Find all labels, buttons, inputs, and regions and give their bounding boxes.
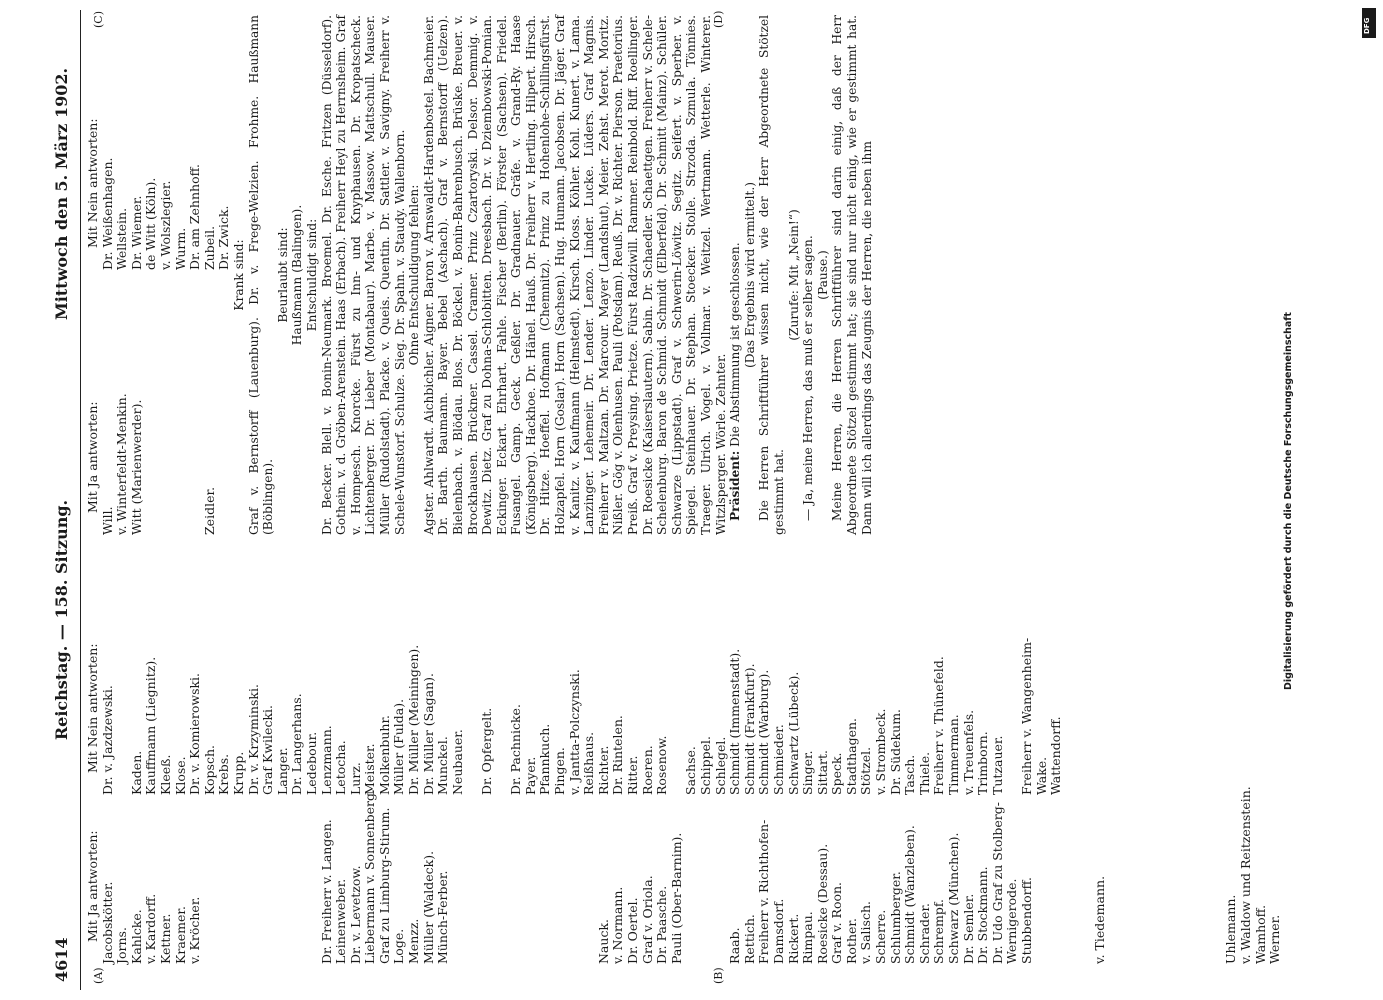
page-header: [52, 0, 78, 1000]
member-name: Graf zu Limburg-Stirum.: [376, 807, 392, 964]
column-heading: Mit Ja antworten:: [85, 830, 100, 942]
member-name: Dr. Weißenhagen.: [99, 157, 115, 270]
member-name: [1005, 615, 1020, 795]
member-name: Schwartz (Lübeck).: [785, 671, 801, 795]
member-name: Uhlemann.: [1223, 894, 1239, 964]
member-name: Langer.: [274, 747, 290, 795]
member-name: Schmidt (Immenstadt).: [727, 648, 743, 795]
member-name: Sachse.: [683, 746, 699, 795]
member-name: Menzz.: [406, 918, 422, 964]
member-name: Schrader.: [916, 902, 932, 964]
column-heading: Mit Ja antworten:: [85, 401, 100, 513]
member-name: v. Tiedemann.: [1091, 875, 1107, 964]
member-name: Reißhaus.: [581, 731, 597, 795]
member-name: Wattendorff.: [1048, 716, 1064, 795]
member-name: v. Kardorff.: [143, 893, 159, 964]
krank-heading: Krank sind:: [232, 239, 246, 311]
member-name: Schlegel.: [712, 736, 728, 795]
member-name: Wake.: [1033, 756, 1049, 795]
member-name: Dr. Paasche.: [654, 885, 670, 964]
praesident-text: Die Abstimmung ist geschlossen.: [728, 242, 743, 447]
dfg-logo: DFG: [1362, 8, 1376, 38]
name-list: [101, 784, 203, 964]
member-name: Pauli (Ober-Barnim).: [668, 832, 684, 964]
member-name: Schmidt (Warburg).: [756, 669, 772, 795]
member-name: Sittart.: [814, 749, 830, 795]
member-name: Dr. Udo Graf zu Stolberg-: [989, 802, 1005, 964]
member-name: Jacobskötter.: [99, 881, 115, 964]
member-name: Trimborn.: [975, 731, 991, 795]
member-name: Schlumberger.: [887, 871, 903, 964]
member-name: Dr. Zwick.: [216, 205, 232, 270]
member-name: Raab.: [727, 927, 743, 964]
name-list: [101, 20, 232, 270]
member-name: Rimpau.: [800, 911, 816, 964]
entschuldigt-heading: Entschuldigt sind:: [304, 218, 319, 332]
member-name: Meister.: [362, 743, 378, 795]
member-name: [188, 285, 203, 535]
member-name: Schippel.: [697, 736, 713, 795]
member-name: Kaden.: [128, 750, 144, 795]
page-number: 4614: [52, 937, 71, 982]
member-name: Neubauer.: [449, 729, 465, 795]
marker-a: (A): [92, 967, 105, 984]
member-name: Stubbendorff.: [1019, 877, 1034, 964]
member-name: Pingen.: [552, 747, 567, 795]
member-name: Dr. v. Krzyminski.: [245, 684, 261, 795]
member-name: v. Jantta-Polczynski.: [566, 669, 582, 795]
member-name: Dr. v. Jazdzewski.: [99, 685, 115, 795]
member-name: [670, 615, 685, 795]
member-name: Richter.: [595, 745, 611, 795]
member-name: Schmidt (Wanzleben).: [902, 825, 918, 964]
ja-sublist: [86, 285, 217, 535]
member-name: Ledebour.: [303, 731, 319, 795]
session-date: Mittwoch den 5. März 1902.: [52, 67, 71, 320]
member-name: Dr. Opfergelt.: [479, 707, 495, 795]
member-name: Tasch.: [902, 754, 918, 795]
member-name: Singer.: [800, 750, 816, 795]
member-name: Dr. Semler.: [960, 893, 976, 964]
member-name: Graf v. Roon.: [829, 881, 845, 964]
member-name: Schmieder.: [770, 724, 786, 795]
member-name: [144, 285, 159, 535]
session-title: Reichstag. — 158. Sitzung.: [52, 499, 71, 741]
member-name: Dr. Müller (Sagan).: [420, 672, 436, 795]
marker-c: (C): [92, 11, 105, 28]
member-name: Timmerman.: [946, 714, 962, 795]
praesident-line: [728, 15, 743, 535]
ohne-heading: Ohne Entschuldigung fehlen:: [407, 184, 422, 366]
member-name: [159, 285, 174, 535]
column-heading: Mit Nein antworten:: [85, 118, 100, 248]
member-name: Speck.: [829, 752, 845, 795]
marker-b: (B): [712, 967, 725, 984]
praesident-label: Präsident:: [728, 450, 743, 521]
member-name: Will.: [99, 506, 115, 535]
member-name: Dr. Stockmann.: [975, 866, 991, 964]
member-name: Zeidler.: [201, 486, 217, 535]
member-name: Liebermann v. Sonnenberg.: [362, 789, 378, 964]
member-name: Roeren.: [639, 745, 655, 795]
member-name: Wurm.: [172, 227, 188, 270]
name-list: [597, 784, 685, 964]
member-name: Kahlcke.: [128, 909, 144, 964]
member-name: de Witt (Köln).: [143, 177, 159, 270]
member-name: Roesicke (Dessau).: [814, 843, 830, 964]
member-name: Molkenbuhr.: [376, 714, 392, 795]
zurufe-note: (Zurufe: Mit „Nein!“): [786, 209, 801, 341]
member-name: v. Kröcher.: [187, 896, 203, 964]
member-name: Dr. Pachnicke.: [508, 704, 524, 795]
member-name: Leinenweber.: [333, 878, 349, 964]
marker-d: (D): [712, 10, 725, 28]
member-name: [115, 615, 130, 795]
paragraph-2: — Ja, meine Herren, das muß er selber sagen.: [801, 235, 816, 521]
ohne-text: Agster. Ahlwardt. Aichbichler. Aigner. Baron v. Arnswaldt-Hardenbostel. Bachmeier. Dr. Barth. Baumann. Bayer. Bebel (Aschach). Graf v. Bernstorff (Uelzen). Bielenbach. v. Blödau. Blos. Dr. Böckel. v. Bonin-Bahrenbusch. Brüske. Breuer. v. Brockhausen. Brückner. Cassel. Cramer. Prinz Czartoryski. Delsor. Demmig. v. Dewitz. Dietz. Graf zu Dohna-Schlobitten. Dreesbach. Dr. v. Dziembowski-Pomian. Eckinger. Eckart. Ehrhart. Fahle. Fischer (Berlin). Förster (Sachsen). Friedel. Fusangel. Gamp. Geck. Geßler. Dr. Gradnauer. Gräfe. v. Grand-Ry. Haase (Königsberg). Hackhoe. Dr. Hänel. Hauß. Dr. Freiherr v. Hertling. Hilpert. Hirsch. Dr. Hitze. Hoeffel. Hofmann (Chemnitz). Prinz zu Hohenlohe-Schillingsfürst. Holzapfel. Horn (Goslar). Horn (Sachsen). Hug. Humann. Jacobsen. Dr. Jäger. Graf v. Kanitz. v. Kaufmann (Helmstedt). Kirsch. Kloss. Köhler. Kohl. Kunert. v. Lama. Lanzinger. Lehemeir. Dr. Lender. Lenzo. Linder. Lucke. Lüders. Graf Magnis. Freiherr v. Maltzan. Dr. Marcour. Mayer (Landshut). Meier. Zehst. Merot. Moritz. Nißler. Gög v. Olenhusen. Pauli (Potsdam). Reuß. Dr. v. Richter. Pierson. Praetorius. Preiß. Graf v. Preysing. Prietze. Fürst Radziwill. Rammer. Reinbold. Riff. Roellinger. Dr. Roesicke (Kaiserslautern). Sabin. Dr. Schaedler. Schaettgen. Freiherr v. Schele-Schelenburg. Baron de Schmid. Schmidt (Elberfeld). Dr. Schmitt (Mainz). Schüler. Schwarze (Lippstadt). Graf v. Schwerin-Löwitz. Segitz. Seifert. v. Sperber. v. Spiegel. Steinhauer. Dr. Stephan. Stoecker. Stolle. Strzoda. Szmula. Tönnies. Traeger. Ulrich. Vogel. v. Vollmar. v. Weitzel. Wertmann. Wetterle. Winterer. Witzlsperger. Wörle. Zehnter.: [421, 15, 728, 535]
member-name: Kauffmann (Liegnitz).: [143, 656, 159, 795]
member-name: Wernigerode.: [1004, 878, 1020, 964]
ergebnis-note: (Das Ergebnis wird ermittelt.): [742, 181, 757, 369]
beurlaubt-heading: Beurlaubt sind:: [275, 227, 290, 323]
member-name: Dr. am Zehnhoff.: [187, 163, 203, 270]
member-name: Stötzel.: [858, 746, 874, 795]
member-name: Werner.: [1267, 914, 1283, 964]
member-name: Klose.: [172, 756, 188, 795]
header-rule: [80, 10, 81, 990]
member-name: v. Strombeck.: [873, 708, 889, 795]
member-name: Freiherr v. Thünefeld.: [931, 656, 947, 795]
member-name: Rickert.: [785, 913, 801, 964]
member-name: Pfannkuch.: [537, 723, 553, 795]
member-name: Lurz.: [347, 762, 363, 795]
member-name: Müller (Fulda).: [391, 698, 407, 795]
paragraph-3: Meine Herren, die Herren Schriftführer sind darin einig, daß der Herr Abgeordnete Stötzel gestimmt hat; sie sind nur nicht einig, wie er gestimmt hat. Dann will ich allerdings das Zeugnis der Herren, die neben ihm: [830, 15, 874, 535]
member-name: Ritter.: [624, 755, 640, 795]
entschuldigt-text: Dr. Becker. Blell. v. Bonin-Neumark. Broemel. Dr. Esche. Fritzen (Düsseldorf). Gothein. v. d. Gröben-Arenstein. Haas (Erbach). Freiherr Heyl zu Herrnsheim. Graf v. Hompesch. Knorcke. Fürst zu Inn- und Knyphausen. Dr. Kropatscheck. Lichtenberger. Dr. Lieber (Montabaur). Marbe. v. Massow. Mattschull. Mauser. Müller (Rudolstadt). Placke. v. Queis. Quentin. Dr. Sattler. v. Savigny. Freiherr v. Schele-Wunstorf. Schulze. Sieg. Dr. Spahn. v. Staudy. Wallenborn.: [319, 15, 407, 535]
pause-note: (Pause.): [815, 250, 830, 300]
name-list: [320, 784, 451, 964]
name-list: [101, 285, 218, 535]
absence-section: [232, 15, 874, 535]
column-ja-left: [86, 784, 1283, 964]
member-name: Kraemer.: [172, 906, 188, 964]
member-name: [174, 285, 189, 535]
member-name: v. Normann.: [610, 886, 626, 964]
funding-note: Digitalisierung gefördert durch die Deutsche Forschungsgemeinschaft: [1283, 312, 1294, 690]
nein-sublist: [86, 20, 232, 270]
member-name: Krupp.: [230, 751, 246, 795]
member-name: v. Salisch.: [858, 901, 874, 964]
member-name: Dr. Oertel.: [624, 897, 640, 964]
column-heading: Mit Nein antworten:: [85, 643, 100, 773]
paragraph-1: Die Herren Schriftführer wissen nicht, wie der Herr Abgeordnete Stötzel gestimmt hat.: [757, 15, 786, 535]
member-name: v. Wolszlegier.: [157, 180, 173, 270]
member-name: Dr. Rintelen.: [610, 715, 626, 795]
member-name: Krebs.: [216, 753, 232, 795]
name-list: [1224, 784, 1282, 964]
member-name: [495, 615, 510, 795]
member-name: Graf v. Oriola.: [639, 875, 655, 964]
member-name: Graf Kwilecki.: [260, 705, 276, 795]
member-name: Schrempf.: [931, 899, 947, 964]
rotated-page: [40, 0, 1330, 1000]
member-name: Loge.: [391, 928, 407, 964]
member-name: Dr. Freiherr v. Langen.: [318, 819, 334, 964]
member-name: Nauck.: [595, 919, 611, 964]
member-name: Dr. v. Levetzow.: [347, 865, 363, 964]
member-name: Schwarz (München).: [946, 832, 962, 964]
member-name: v. Waldow und Reitzenstein.: [1237, 786, 1253, 964]
member-name: Payer.: [522, 756, 538, 795]
member-name: Kettner.: [157, 913, 173, 964]
member-name: Jorns.: [114, 927, 130, 964]
krank-text: Graf v. Bernstorff (Lauenburg). Dr. v. Frege-Welzien. Frohme. Haußmann (Böblingen).: [246, 15, 276, 535]
member-name: Schmidt (Frankfurt).: [741, 663, 757, 795]
member-name: Kopsch.: [201, 745, 217, 795]
name-list: [101, 615, 1064, 795]
column-nein-left: [86, 615, 1064, 795]
member-name: Dr. Langerhans.: [289, 693, 305, 795]
beurlaubt-text: Haußmann (Balingen).: [290, 204, 305, 346]
member-name: Tutzauer.: [989, 735, 1005, 795]
member-name: v. Treuenfels.: [960, 709, 976, 795]
member-name: Thiele.: [916, 751, 932, 795]
member-name: Lenzmann.: [318, 725, 334, 795]
member-name: Rosenow.: [654, 735, 670, 795]
member-name: Müller (Waldeck).: [420, 850, 436, 964]
member-name: Dr. Müller (Meiningen).: [406, 644, 422, 795]
member-name: Wamhoff.: [1252, 904, 1268, 964]
member-name: Dr. v. Komierowski.: [187, 672, 203, 795]
member-name: Münch-Ferber.: [435, 870, 451, 964]
member-name: Damsdorf.: [770, 898, 786, 964]
member-name: Freiherr v. Wangenheim-: [1019, 637, 1034, 795]
member-name: Scherre.: [873, 909, 889, 964]
member-name: Witt (Marienwerder).: [128, 399, 144, 535]
member-name: Letocha.: [333, 740, 349, 795]
member-name: Kleeß.: [157, 754, 173, 795]
name-list: [728, 784, 1034, 964]
member-name: Dr. Wiemer.: [128, 195, 144, 270]
member-name: Rettich.: [741, 914, 757, 964]
member-name: Zubeil.: [201, 225, 217, 270]
member-name: Rother.: [843, 918, 859, 964]
member-name: Stadthagen.: [843, 718, 859, 795]
member-name: Dr. Südekum.: [887, 708, 903, 795]
member-name: Freiherr v. Richthofen-: [756, 819, 772, 964]
member-name: v. Winterfeldt-Menkin.: [114, 393, 130, 535]
name-list: [1093, 784, 1108, 964]
member-name: Munckel.: [435, 736, 451, 795]
member-name: [465, 615, 480, 795]
member-name: Wellstein.: [114, 207, 130, 270]
